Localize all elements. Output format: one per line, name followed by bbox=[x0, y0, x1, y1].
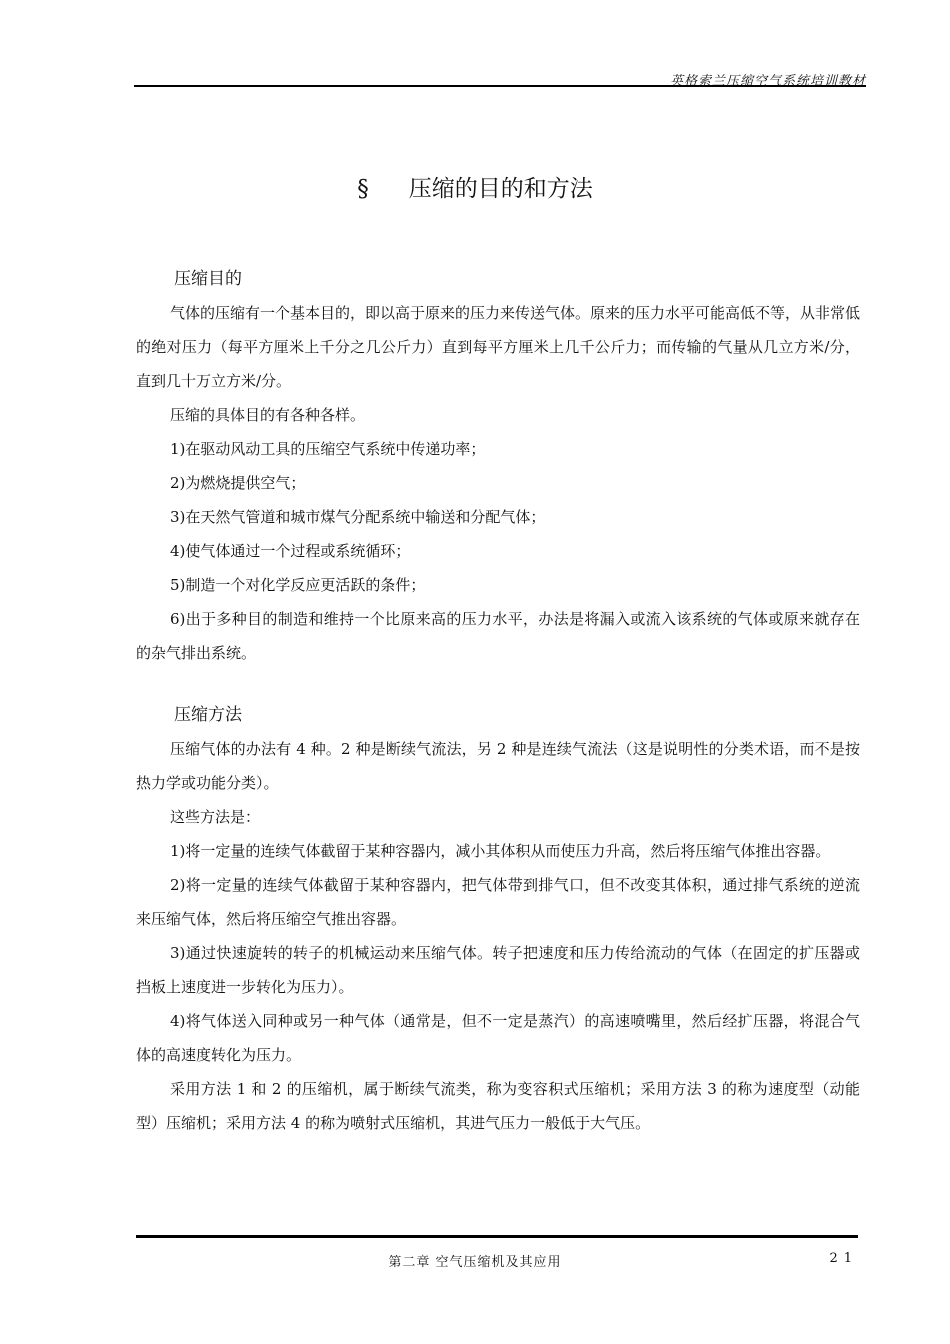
header-divider bbox=[134, 85, 866, 87]
methods-heading: 压缩方法 bbox=[174, 705, 242, 725]
methods-paragraph: 压缩气体的办法有 4 种。2 种是断续气流法，另 2 种是连续气流法（这是说明性的分类术语，而不是按热力学或功能分类）。 bbox=[136, 740, 860, 792]
section-title-text: 压缩的目的和方法 bbox=[408, 176, 593, 202]
purpose-list-item: 5)制造一个对化学反应更活跃的条件； bbox=[170, 576, 426, 594]
purpose-heading: 压缩目的 bbox=[174, 269, 242, 289]
purpose-list-item: 6)出于多种目的制造和维持一个比原来高的压力水平，办法是将漏入或流入该系统的气体或原来就存在的杂气排出系统。 bbox=[136, 610, 860, 662]
purpose-list-item: 3)在天然气管道和城市煤气分配系统中输送和分配气体； bbox=[170, 508, 546, 526]
footer-divider bbox=[136, 1235, 858, 1238]
methods-paragraph: 这些方法是： bbox=[170, 808, 261, 826]
footer-chapter: 第二章 空气压缩机及其应用 bbox=[388, 1255, 562, 1270]
section-title bbox=[0, 170, 950, 203]
purpose-list-item: 1)在驱动风动工具的压缩空气系统中传递功率； bbox=[170, 440, 486, 458]
page-number: 21 bbox=[829, 1251, 858, 1266]
methods-paragraph: 采用方法 1 和 2 的压缩机，属于断续气流类，称为变容积式压缩机；采用方法 3 的称为速度型（动能型）压缩机；采用方法 4 的称为喷射式压缩机，其进气压力一般低于大气压。 bbox=[136, 1080, 860, 1132]
purpose-paragraph: 压缩的具体目的有各种各样。 bbox=[170, 406, 366, 424]
page-body bbox=[136, 262, 860, 1140]
purpose-list-item: 4)使气体通过一个过程或系统循环； bbox=[170, 542, 411, 560]
methods-list-item: 4)将气体送入同种或另一种气体（通常是，但不一定是蒸汽）的高速喷嘴里，然后经扩压器，将混合气体的高速度转化为压力。 bbox=[136, 1012, 860, 1064]
section-symbol: § bbox=[357, 176, 369, 202]
methods-list-item: 1)将一定量的连续气体截留于某种容器内，减小其体积从而使压力升高，然后将压缩气体推出容器。 bbox=[170, 842, 831, 860]
purpose-list-item: 2)为燃烧提供空气； bbox=[170, 474, 306, 492]
methods-list-item: 2)将一定量的连续气体截留于某种容器内，把气体带到排气口，但不改变其体积，通过排气系统的逆流来压缩气体，然后将压缩空气推出容器。 bbox=[136, 876, 860, 928]
methods-list-item: 3)通过快速旋转的转子的机械运动来压缩气体。转子把速度和压力传给流动的气体（在固定的扩压器或挡板上速度进一步转化为压力）。 bbox=[136, 944, 860, 996]
purpose-paragraph: 气体的压缩有一个基本目的，即以高于原来的压力来传送气体。原来的压力水平可能高低不等，从非常低的绝对压力（每平方厘米上千分之几公斤力）直到每平方厘米上几千公斤力；而传输的气量从几立方米/分，直到几十万立方米/分。 bbox=[136, 304, 861, 390]
section-gap bbox=[136, 670, 860, 698]
running-header: 英格索兰压缩空气系统培训教材 bbox=[669, 74, 866, 89]
